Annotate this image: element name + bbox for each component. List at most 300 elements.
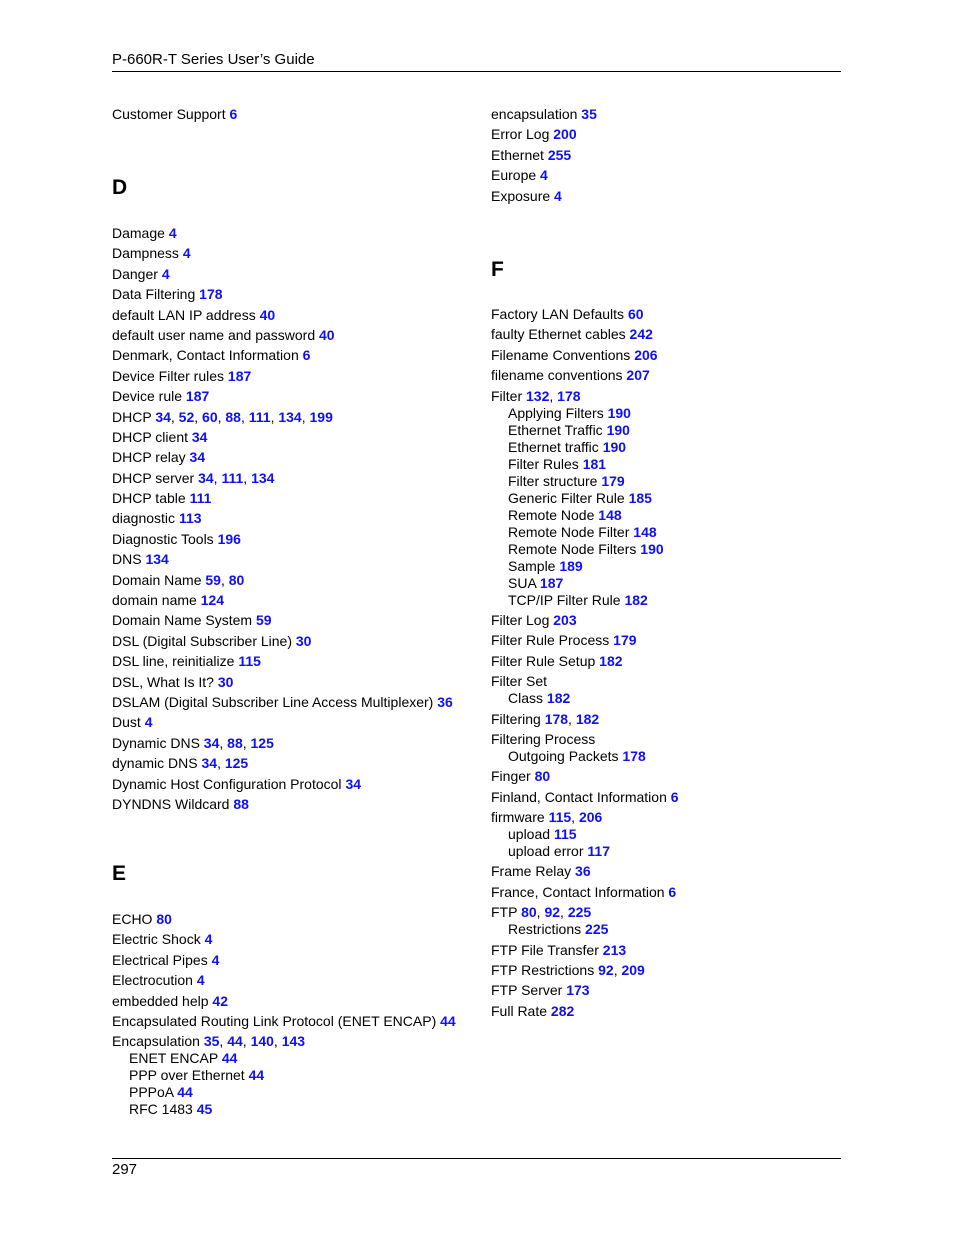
index-entry <box>491 147 597 164</box>
page-reference-link[interactable]: 199 <box>309 408 333 425</box>
index-entry <box>491 768 679 785</box>
index-term: Filter Rule Process <box>491 632 610 649</box>
index-subentry-line <box>491 592 679 609</box>
index-term: France, Contact Information <box>491 883 665 900</box>
page-reference-link[interactable]: 242 <box>629 326 653 343</box>
page-reference-link[interactable]: 92 <box>598 962 614 979</box>
index-entry-line: Dynamic DNS 34, 88, 125 <box>112 734 274 751</box>
index-entry-line <box>112 993 456 1010</box>
page-reference-link[interactable]: 35 <box>203 1033 220 1050</box>
index-entry <box>491 632 679 649</box>
page-reference-link[interactable]: 117 <box>587 843 610 860</box>
index-entry <box>491 863 679 880</box>
index-entry-line: Filter 132, 178 <box>491 387 581 404</box>
index-entry-line <box>112 245 453 262</box>
index-entry-group <box>112 911 456 1122</box>
page-reference-link[interactable]: 6 <box>668 883 677 900</box>
index-term: FTP <box>491 904 518 921</box>
page-header-title: P-660R-T Series User’s Guide <box>112 51 315 68</box>
page-reference-link[interactable]: 182 <box>624 591 648 608</box>
page-reference-link[interactable]: 60 <box>202 408 218 425</box>
index-entry-line <box>112 776 453 793</box>
index-subentry-line <box>491 690 679 707</box>
page-reference-link[interactable]: 140 <box>250 1033 274 1050</box>
index-entry <box>491 1003 679 1020</box>
page-reference-link[interactable]: 134 <box>278 408 302 425</box>
index-term: dynamic DNS <box>112 755 198 772</box>
page-reference-link[interactable]: 113 <box>178 510 202 527</box>
page-reference-link[interactable]: 255 <box>547 146 572 163</box>
page-reference-link[interactable]: 42 <box>212 992 228 1009</box>
index-term: Device rule <box>112 388 183 405</box>
page-reference-link[interactable]: 182 <box>575 710 600 727</box>
page-reference-link[interactable]: 40 <box>259 306 276 323</box>
page-reference-link[interactable]: 124 <box>200 592 225 609</box>
page-reference-link[interactable]: 44 <box>221 1050 238 1067</box>
index-term: SUA <box>508 574 537 591</box>
index-entry <box>491 106 597 123</box>
page-reference-link[interactable]: 80 <box>228 571 245 588</box>
index-entry-line <box>491 1003 679 1020</box>
index-entry-line <box>112 931 456 948</box>
index-subentry-line <box>491 826 679 843</box>
index-entry-line: DHCP server 34, 111, 134 <box>112 469 275 486</box>
index-entry-line <box>112 1013 456 1030</box>
index-entry <box>491 612 679 629</box>
page-reference-link[interactable]: 4 <box>554 187 562 204</box>
index-entry-line <box>491 188 597 205</box>
page-reference-link[interactable]: 80 <box>156 911 172 927</box>
index-term: FTP File Transfer <box>491 941 599 958</box>
index-term: Customer Support <box>112 106 226 122</box>
index-entry <box>491 653 679 670</box>
page-reference-link[interactable]: 179 <box>601 472 625 489</box>
index-entry <box>112 368 453 385</box>
page-reference-link[interactable]: 44 <box>177 1084 193 1101</box>
page-reference-link[interactable]: 206 <box>634 346 658 363</box>
page-reference-link[interactable]: 134 <box>251 469 275 486</box>
page-reference-link[interactable]: 189 <box>559 557 583 574</box>
index-term: Restrictions <box>508 921 582 938</box>
page-reference-link[interactable]: 6 <box>670 788 679 805</box>
index-entry-line <box>112 286 453 303</box>
index-entry-line <box>112 911 456 928</box>
index-subentry-line <box>491 524 679 541</box>
page-reference-link[interactable]: 4 <box>211 951 220 968</box>
page-reference-link[interactable]: 187 <box>539 574 564 591</box>
index-subentry-line <box>491 748 679 765</box>
index-entry-line: FTP Restrictions 92, 209 <box>491 962 645 979</box>
index-entry-line <box>491 347 679 364</box>
page-reference-link[interactable]: 44 <box>248 1067 265 1084</box>
index-term: FTP Server <box>491 982 563 999</box>
index-entry-line <box>112 796 453 813</box>
index-entry-line <box>112 368 453 385</box>
index-entry <box>112 735 453 752</box>
index-entry-line <box>491 942 679 959</box>
page-reference-link[interactable]: 213 <box>602 941 627 958</box>
page-reference-link[interactable]: 190 <box>607 404 631 421</box>
index-entry <box>112 490 453 507</box>
index-entry-line <box>491 982 679 999</box>
index-entry-line: Encapsulation 35, 44, 140, 143 <box>112 1033 306 1050</box>
index-entry <box>112 612 453 629</box>
index-term: Diagnostic Tools <box>112 530 214 547</box>
index-subentry-line <box>491 575 679 592</box>
index-entry-line <box>112 592 453 609</box>
index-term: Filtering <box>491 710 541 727</box>
index-entry-line <box>491 653 679 670</box>
index-entry-line <box>112 225 453 242</box>
page-reference-link[interactable]: 111 <box>248 408 271 425</box>
page-reference-link[interactable]: 44 <box>227 1033 243 1050</box>
index-term: upload error <box>508 843 584 860</box>
page-reference-link[interactable]: 206 <box>578 809 603 826</box>
index-entry-line <box>112 952 456 969</box>
index-term: Domain Name System <box>112 612 253 629</box>
index-term: default user name and password <box>112 326 316 343</box>
page-reference-link[interactable]: 40 <box>319 326 335 343</box>
index-entry <box>491 904 679 938</box>
page-reference-link[interactable]: 143 <box>281 1033 306 1050</box>
index-entry <box>112 388 453 405</box>
index-entry-line <box>491 768 679 785</box>
page-reference-link[interactable]: 4 <box>182 245 191 262</box>
index-entry-line <box>112 347 453 364</box>
index-entry-line <box>491 167 597 184</box>
page-reference-link[interactable]: 190 <box>640 540 664 557</box>
page-reference-link[interactable]: 125 <box>250 734 274 751</box>
page-reference-link[interactable]: 125 <box>224 755 249 772</box>
page-reference-link[interactable]: 34 <box>345 775 362 792</box>
index-term: Filter structure <box>508 472 598 489</box>
index-entry <box>491 367 679 384</box>
index-entry <box>112 592 453 609</box>
page-reference-link[interactable]: 148 <box>633 523 657 540</box>
index-term: Data Filtering <box>112 286 196 303</box>
index-entry <box>112 510 453 527</box>
index-term: DSLAM (Digital Subscriber Line Access Multiplexer) <box>112 693 434 710</box>
page-reference-link[interactable]: 88 <box>233 795 249 812</box>
index-entry-line <box>112 327 453 344</box>
index-subentry-line <box>491 541 679 558</box>
index-entry-line <box>491 632 679 649</box>
index-term: firmware <box>491 809 545 826</box>
page-reference-link[interactable]: 187 <box>185 388 210 405</box>
index-entry-group <box>112 106 237 126</box>
index-entry <box>112 429 453 446</box>
page-reference-link[interactable]: 52 <box>178 408 195 425</box>
index-term: DSL (Digital Subscriber Line) <box>112 632 292 649</box>
index-subentry-line <box>112 1084 456 1101</box>
index-subentry-line <box>491 843 679 860</box>
page-reference-link[interactable]: 88 <box>227 734 243 751</box>
page-reference-link[interactable]: 111 <box>221 469 244 486</box>
index-entry-line <box>112 510 453 527</box>
index-subentry-line <box>112 1101 456 1118</box>
page-reference-link[interactable]: 35 <box>581 106 597 122</box>
page-reference-link[interactable]: 30 <box>295 632 312 649</box>
page-reference-link[interactable]: 80 <box>534 768 551 785</box>
page-reference-link[interactable]: 36 <box>437 693 453 710</box>
page-reference-link[interactable]: 34 <box>203 734 220 751</box>
index-entry <box>112 931 456 948</box>
index-entry-line: DHCP 34, 52, 60, 88, 111, 134, 199 <box>112 408 333 425</box>
page-reference-link[interactable]: 30 <box>217 673 234 690</box>
page-reference-link[interactable]: 178 <box>199 286 223 303</box>
page-reference-link[interactable]: 34 <box>191 428 208 445</box>
index-term: diagnostic <box>112 510 176 527</box>
index-term: Domain Name <box>112 571 202 588</box>
page-reference-link[interactable]: 88 <box>225 408 241 425</box>
page-reference-link[interactable]: 6 <box>229 106 238 122</box>
page-reference-link[interactable]: 185 <box>628 489 652 506</box>
page-reference-link[interactable]: 4 <box>161 265 170 282</box>
index-subentry-line <box>491 921 679 938</box>
index-entry <box>491 326 679 343</box>
index-term: Dynamic DNS <box>112 734 200 751</box>
index-entry <box>491 884 679 901</box>
page-reference-link[interactable]: 34 <box>198 469 214 486</box>
index-subentry-line <box>491 507 679 524</box>
index-entry <box>491 982 679 999</box>
section-letter-heading: E <box>112 862 127 885</box>
index-entry <box>491 126 597 143</box>
index-subentry-line <box>491 473 679 490</box>
page-reference-link[interactable]: 282 <box>550 1002 575 1019</box>
index-entry-line <box>112 633 453 650</box>
index-entry <box>491 942 679 959</box>
index-term: Remote Node Filter <box>508 523 630 540</box>
page-reference-link[interactable]: 209 <box>621 962 645 979</box>
page-reference-link[interactable]: 200 <box>553 126 577 143</box>
page-reference-link[interactable]: 190 <box>606 421 630 438</box>
index-term: Electrocution <box>112 972 193 989</box>
index-entry <box>112 952 456 969</box>
index-entry-line <box>112 694 453 711</box>
index-entry <box>112 572 453 589</box>
index-term: Filter Log <box>491 611 550 628</box>
page-reference-link[interactable]: 4 <box>540 167 548 184</box>
index-entry <box>112 307 453 324</box>
index-entry <box>112 225 453 242</box>
index-term: ENET ENCAP <box>129 1050 218 1067</box>
index-entry <box>112 776 453 793</box>
index-entry <box>112 653 453 670</box>
index-entry <box>491 789 679 806</box>
index-entry <box>112 449 453 466</box>
index-entry-line <box>491 673 679 690</box>
index-entry <box>112 993 456 1010</box>
index-entry-line <box>112 106 237 123</box>
index-entry-line <box>112 266 453 283</box>
page-reference-link[interactable]: 34 <box>155 408 171 425</box>
page-reference-link[interactable]: 44 <box>440 1012 456 1029</box>
index-entry-line <box>491 612 679 629</box>
page-reference-link[interactable]: 115 <box>553 826 577 843</box>
page-reference-link[interactable]: 225 <box>567 904 592 921</box>
index-term: DHCP client <box>112 428 188 445</box>
page-reference-link[interactable]: 59 <box>255 612 272 629</box>
index-term: Ethernet Traffic <box>508 421 603 438</box>
index-entry-line <box>112 531 453 548</box>
index-term: Device Filter rules <box>112 367 225 384</box>
page-reference-link[interactable]: 4 <box>144 714 153 731</box>
index-term: embedded help <box>112 992 209 1009</box>
page-reference-link[interactable]: 36 <box>575 863 591 880</box>
index-entry <box>491 809 679 860</box>
index-entry <box>112 1033 456 1118</box>
index-term: Ethernet traffic <box>508 438 599 455</box>
section-letter-block <box>491 258 504 282</box>
index-subentry-line <box>491 405 679 422</box>
page-reference-link[interactable]: 34 <box>189 449 206 466</box>
index-term: Remote Node Filters <box>508 540 637 557</box>
index-subentry-line <box>112 1050 456 1067</box>
index-subentry-line <box>491 558 679 575</box>
page-reference-link[interactable]: 111 <box>189 490 212 507</box>
page-reference-link[interactable]: 203 <box>553 611 577 628</box>
index-subentry-line <box>491 490 679 507</box>
index-entry-line <box>491 126 597 143</box>
index-term: DYNDNS Wildcard <box>112 795 230 812</box>
index-entry-line: FTP 80, 92, 225 <box>491 904 592 921</box>
index-entry-group <box>491 306 679 1023</box>
page-number: 297 <box>112 1161 138 1178</box>
page-reference-link[interactable]: 179 <box>613 632 637 649</box>
page-reference-link[interactable]: 34 <box>201 755 218 772</box>
index-term: PPP over Ethernet <box>129 1067 245 1084</box>
index-entry-line <box>112 714 453 731</box>
page-reference-link[interactable]: 4 <box>168 225 177 241</box>
index-entry-line <box>112 490 453 507</box>
index-subentry-line <box>491 439 679 456</box>
index-entry <box>112 551 453 568</box>
page-reference-link[interactable]: 115 <box>548 809 572 826</box>
index-entry <box>491 167 597 184</box>
index-term: Finland, Contact Information <box>491 788 667 805</box>
index-entry <box>491 347 679 364</box>
page-reference-link[interactable]: 190 <box>602 438 627 455</box>
index-term: Filename Conventions <box>491 346 631 363</box>
index-term: DNS <box>112 551 142 568</box>
index-entry <box>112 327 453 344</box>
index-entry <box>112 409 453 426</box>
page-reference-link[interactable]: 134 <box>145 551 169 568</box>
index-entry-line <box>491 106 597 123</box>
page-reference-link[interactable]: 178 <box>622 747 646 764</box>
index-term: DHCP <box>112 408 152 425</box>
index-entry <box>112 470 453 487</box>
index-entry-line <box>491 367 679 384</box>
index-term: DSL line, reinitialize <box>112 653 235 670</box>
index-term: PPPoA <box>129 1084 174 1101</box>
page-reference-link[interactable]: 178 <box>544 710 569 727</box>
index-term: DHCP table <box>112 490 186 507</box>
index-term: Damage <box>112 225 165 241</box>
index-term: filename conventions <box>491 367 623 384</box>
page-reference-link[interactable]: 207 <box>626 367 650 384</box>
index-entry-line <box>112 429 453 446</box>
page-reference-link[interactable]: 4 <box>196 972 205 989</box>
page-reference-link[interactable]: 173 <box>566 982 590 999</box>
index-term: Filter Set <box>491 673 548 690</box>
index-term: faulty Ethernet cables <box>491 326 626 343</box>
index-term: Encapsulation <box>112 1033 200 1050</box>
index-entry-group <box>112 225 453 816</box>
index-entry <box>112 911 456 928</box>
page-reference-link[interactable]: 6 <box>302 347 311 364</box>
page-reference-link[interactable]: 182 <box>599 652 623 669</box>
index-term: Sample <box>508 557 556 574</box>
page-reference-link[interactable]: 80 <box>521 904 537 921</box>
index-entry-line <box>112 307 453 324</box>
index-term: RFC 1483 <box>129 1101 193 1118</box>
index-term: domain name <box>112 592 197 609</box>
index-term: Generic Filter Rule <box>508 489 625 506</box>
section-letter-heading: F <box>491 258 504 281</box>
index-entry <box>491 711 679 728</box>
page-reference-link[interactable]: 196 <box>217 530 241 547</box>
index-term: upload <box>508 826 551 843</box>
index-entry <box>491 731 679 765</box>
index-entry <box>112 796 453 813</box>
index-entry-line: firmware 115, 206 <box>491 809 603 826</box>
index-entry-line <box>491 326 679 343</box>
index-term: Filtering Process <box>491 730 596 747</box>
page-reference-link[interactable]: 115 <box>238 653 261 670</box>
page-reference-link[interactable]: 178 <box>557 387 581 404</box>
page-reference-link[interactable]: 225 <box>585 921 609 938</box>
index-entry <box>491 962 679 979</box>
index-entry <box>112 1013 456 1030</box>
page-reference-link[interactable]: 59 <box>205 571 221 588</box>
index-entry-line <box>112 653 453 670</box>
index-entry-line <box>491 731 679 748</box>
index-term: DHCP relay <box>112 449 186 466</box>
index-term: TCP/IP Filter Rule <box>508 591 621 608</box>
index-subentry-line <box>491 456 679 473</box>
index-term: Factory LAN Defaults <box>491 306 625 322</box>
index-entry <box>112 266 453 283</box>
page-reference-link[interactable]: 4 <box>204 931 213 948</box>
page-reference-link[interactable]: 181 <box>582 455 607 472</box>
index-term: Ethernet <box>491 146 544 163</box>
index-entry <box>491 188 597 205</box>
index-entry <box>112 245 453 262</box>
page-reference-link[interactable]: 182 <box>546 690 571 707</box>
index-entry-line <box>112 972 456 989</box>
section-letter-block <box>112 176 127 200</box>
index-term: Electrical Pipes <box>112 951 208 968</box>
page-reference-link[interactable]: 45 <box>196 1101 213 1118</box>
index-entry-line <box>491 789 679 806</box>
index-term: default LAN IP address <box>112 306 256 323</box>
page-reference-link[interactable]: 187 <box>227 367 252 384</box>
page-reference-link[interactable]: 60 <box>627 306 644 322</box>
index-term: ECHO <box>112 911 153 927</box>
index-entry-line <box>112 449 453 466</box>
index-term: Encapsulated Routing Link Protocol (ENET ENCAP) <box>112 1012 437 1029</box>
index-entry-line <box>491 884 679 901</box>
index-entry <box>491 306 679 323</box>
page-reference-link[interactable]: 148 <box>598 506 622 523</box>
page-reference-link[interactable]: 92 <box>544 904 561 921</box>
index-term: DHCP server <box>112 469 195 486</box>
index-term: DSL, What Is It? <box>112 673 214 690</box>
index-entry <box>112 633 453 650</box>
page-reference-link[interactable]: 132 <box>526 387 550 404</box>
